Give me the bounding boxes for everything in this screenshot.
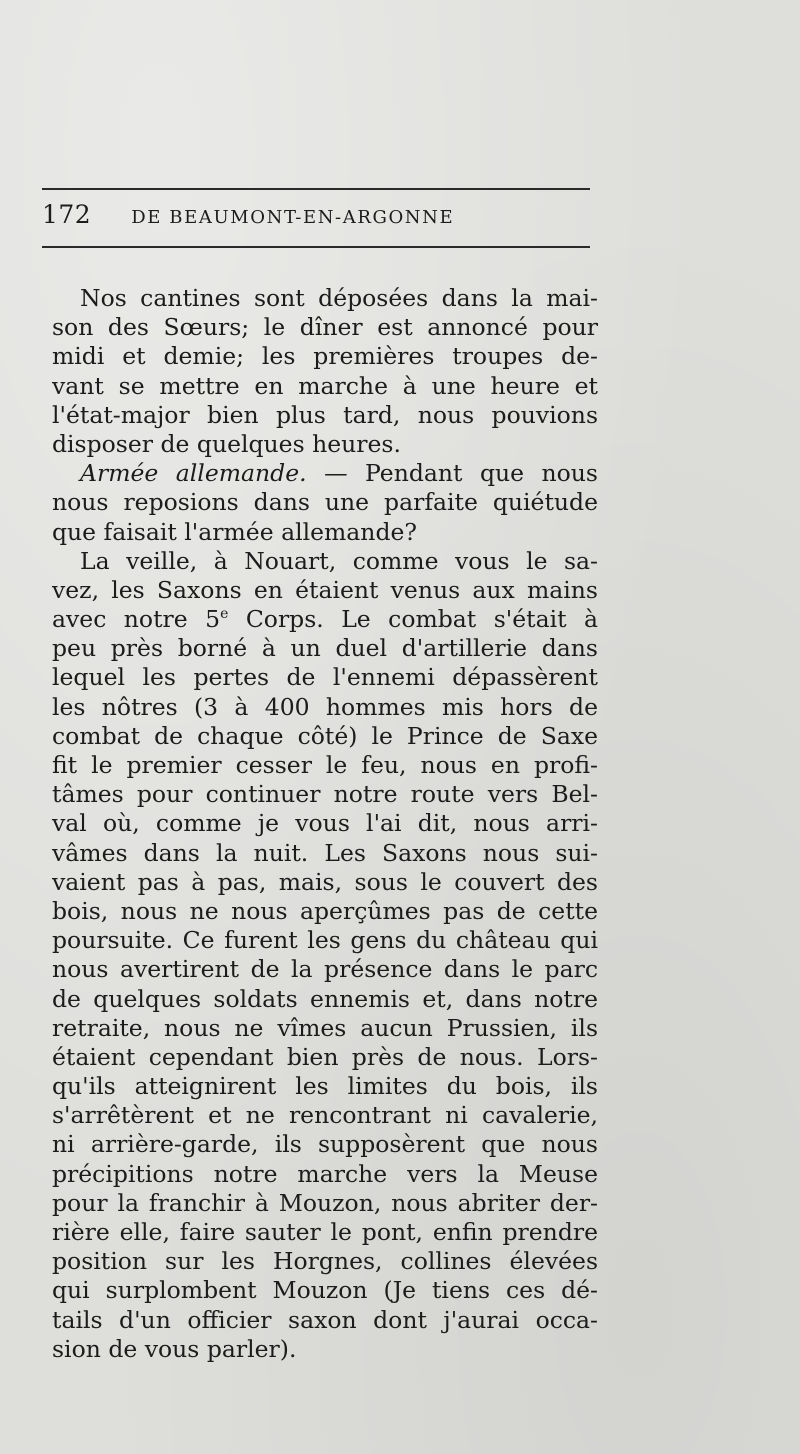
text-line: s'arrêtèrent et ne rencontrant ni cavalerie, bbox=[52, 1101, 598, 1130]
text-line: son des Sœurs; le dîner est annoncé pour bbox=[52, 313, 598, 342]
section-lead: Armée allemande. bbox=[80, 459, 307, 488]
text-line: les nôtres (3 à 400 hommes mis hors de bbox=[52, 692, 598, 721]
text-line: combat de chaque côté) le Prince de Saxe bbox=[52, 721, 598, 750]
text-line: lequel les pertes de l'ennemi dépassèrent bbox=[52, 663, 598, 692]
text-line bbox=[52, 605, 598, 634]
text-line: qu'ils atteignirent les limites du bois, ils bbox=[52, 1072, 598, 1101]
running-head bbox=[42, 200, 590, 234]
text-line: étaient cependant bien près de nous. Lors- bbox=[52, 1042, 598, 1071]
running-title: DE BEAUMONT-EN-ARGONNE bbox=[131, 207, 455, 228]
text-line: val où, comme je vous l'ai dit, nous arri- bbox=[52, 809, 598, 838]
text-line: fit le premier cesser le feu, nous en profi- bbox=[52, 751, 598, 779]
text-line: retraite, nous ne vîmes aucun Prussien, ils bbox=[52, 1013, 598, 1042]
page-number: 172 bbox=[42, 200, 92, 229]
text-line: rière elle, faire sauter le pont, enfin prendre bbox=[52, 1218, 598, 1246]
text-line: nous avertirent de la présence dans le parc bbox=[52, 955, 598, 984]
text-line: de quelques soldats ennemis et, dans notre bbox=[52, 984, 598, 1013]
text-line: position sur les Horgnes, collines élevées bbox=[52, 1247, 598, 1276]
text-line: vez, les Saxons en étaient venus aux mains bbox=[52, 575, 598, 604]
text-line: vant se mettre en marche à une heure et bbox=[52, 371, 598, 400]
text-line: l'état-major bien plus tard, nous pouvions bbox=[52, 400, 598, 429]
text-line: sion de vous parler). bbox=[52, 1334, 297, 1363]
text-line bbox=[52, 459, 598, 488]
text-line: précipitions notre marche vers la Meuse bbox=[52, 1159, 598, 1188]
text-line: midi et demie; les premières troupes de- bbox=[52, 342, 598, 371]
header-rule-bottom bbox=[42, 246, 590, 248]
text-line: La veille, à Nouart, comme vous le sa- bbox=[80, 546, 598, 575]
header-rule-top bbox=[42, 188, 590, 190]
text-line: vâmes dans la nuit. Les Saxons nous sui- bbox=[52, 838, 598, 867]
text-line: bois, nous ne nous aperçûmes pas de cette bbox=[52, 896, 598, 925]
text-line: disposer de quelques heures. bbox=[52, 429, 401, 458]
text-line: tâmes pour continuer notre route vers Bel- bbox=[52, 780, 598, 809]
text-fragment: avec notre 5 bbox=[52, 605, 221, 634]
text-line: peu près borné à un duel d'artillerie dans bbox=[52, 634, 598, 663]
text-line: vaient pas à pas, mais, sous le couvert des bbox=[52, 867, 598, 896]
text-fragment: Corps. Le combat s'était à bbox=[228, 605, 598, 634]
text-line: tails d'un officier saxon dont j'aurai occa- bbox=[52, 1305, 598, 1334]
text-line: que faisait l'armée allemande? bbox=[52, 517, 417, 546]
text-line: nous reposions dans une parfaite quiétude bbox=[52, 488, 598, 517]
text-line: pour la franchir à Mouzon, nous abriter der- bbox=[52, 1188, 598, 1217]
text-line: poursuite. Ce furent les gens du château qui bbox=[52, 926, 598, 955]
superscript: e bbox=[220, 606, 229, 623]
text-line: ni arrière-garde, ils supposèrent que nous bbox=[52, 1130, 598, 1159]
body-text bbox=[52, 284, 598, 1364]
text-line: Nos cantines sont déposées dans la mai- bbox=[80, 284, 598, 312]
text-fragment: — Pendant que nous bbox=[324, 459, 598, 488]
text-line: qui surplombent Mouzon (Je tiens ces dé- bbox=[52, 1276, 598, 1305]
